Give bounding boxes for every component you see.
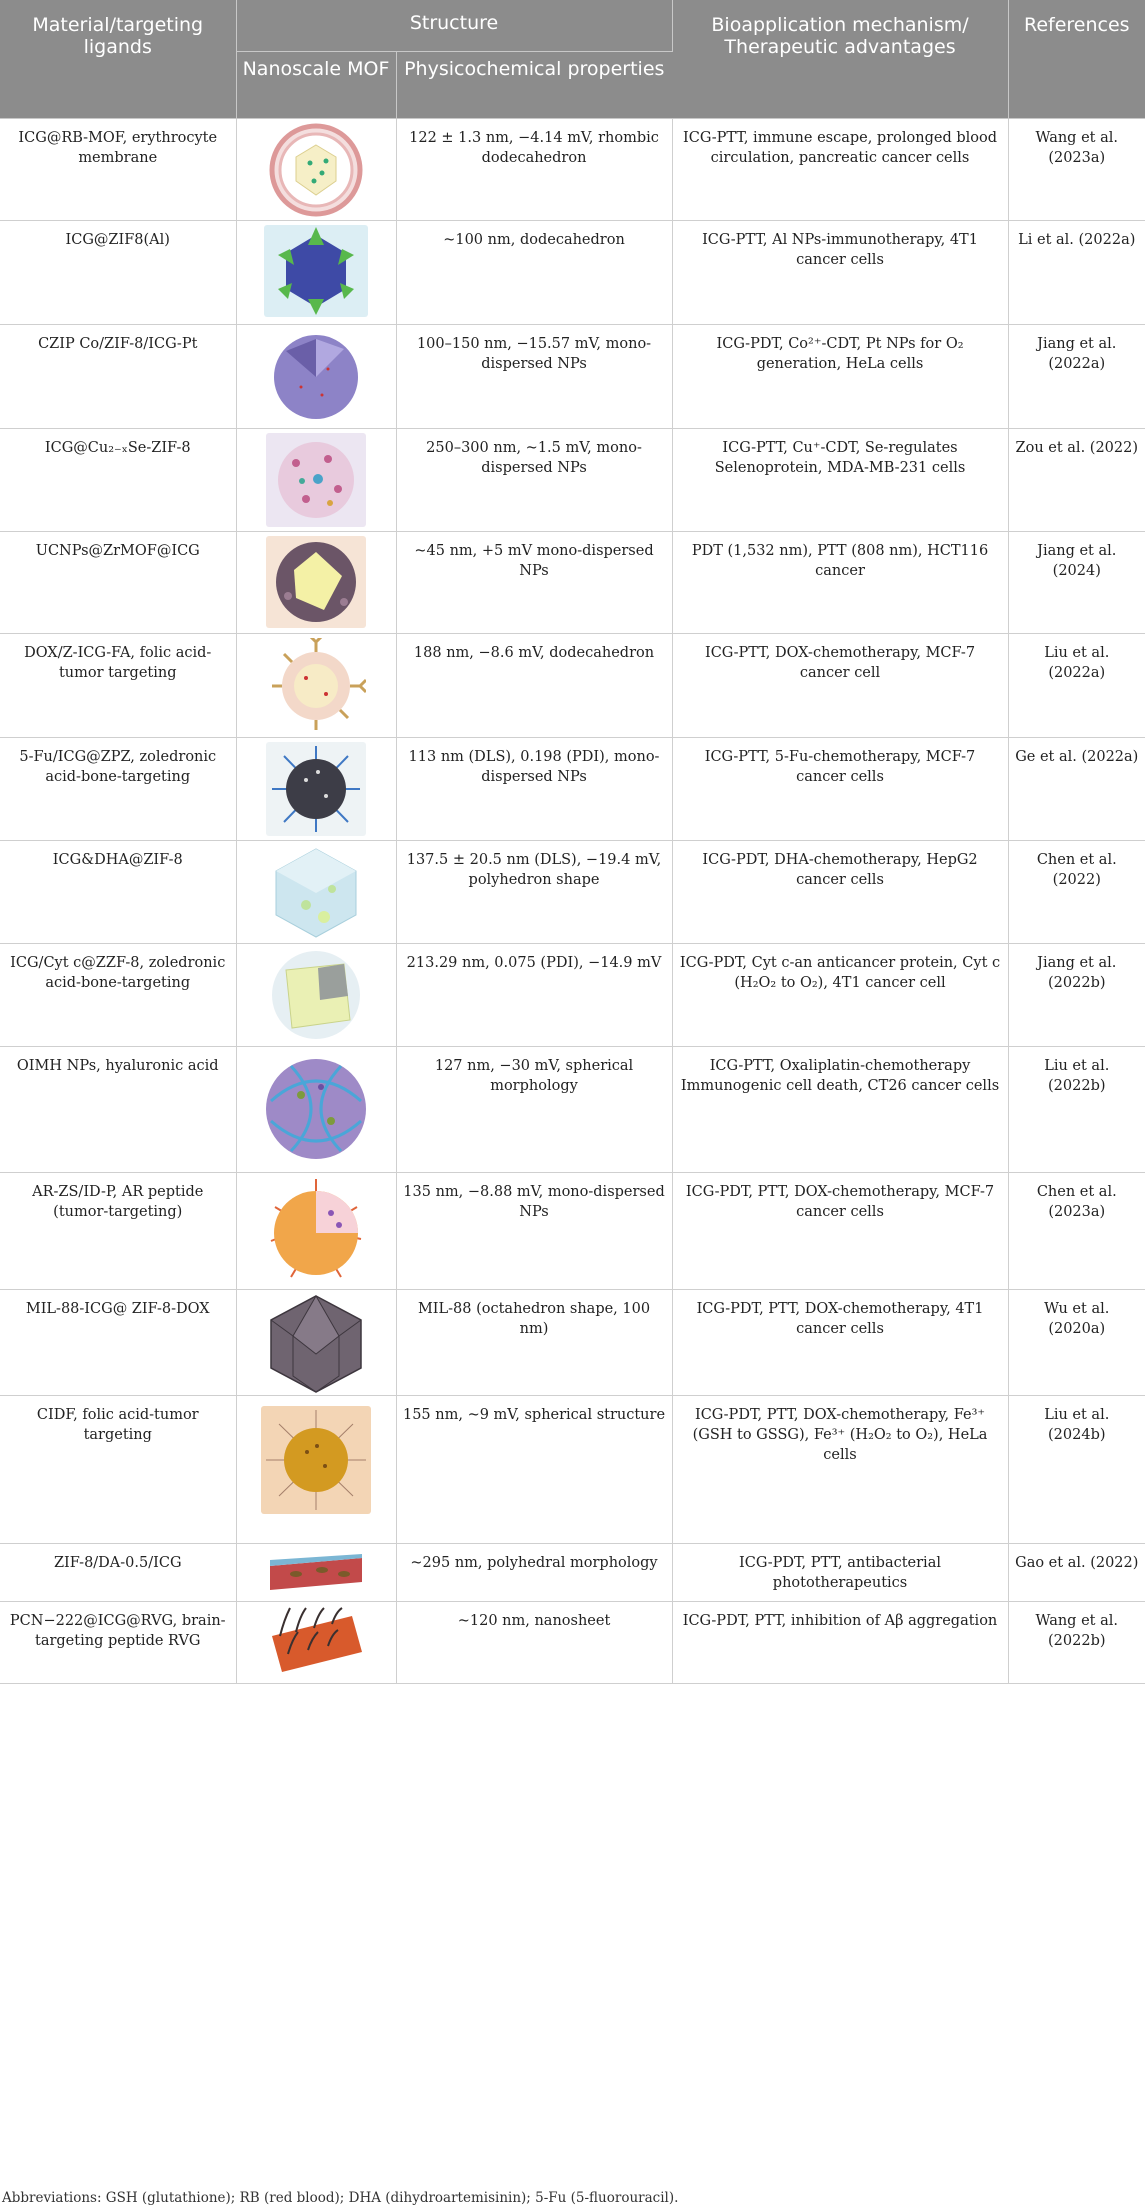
material-cell: ICG@RB-MOF, erythrocyte membrane — [0, 119, 236, 221]
blue-dodecahedron-green-spikes-image — [264, 225, 368, 317]
yellow-core-dark-shell-image — [266, 536, 366, 628]
bioapplication-cell: ICG-PTT, immune escape, prolonged blood circulation, pancreatic cancer cells — [672, 119, 1008, 221]
header-nanoscale-mof: Nanoscale MOF — [236, 52, 396, 119]
bioapplication-cell: ICG-PDT, PTT, DOX-chemotherapy, MCF-7 cancer cells — [672, 1173, 1008, 1290]
properties-cell: 122 ± 1.3 nm, −4.14 mV, rhombic dodecahedron — [396, 119, 672, 221]
material-cell: UCNPs@ZrMOF@ICG — [0, 532, 236, 634]
mof-image-cell — [236, 1396, 396, 1544]
table-row — [0, 532, 1145, 634]
bioapplication-cell: ICG-PTT, DOX-chemotherapy, MCF-7 cancer cell — [672, 634, 1008, 738]
translucent-blue-polyhedron-image — [266, 845, 366, 941]
mof-image-cell — [236, 1173, 396, 1290]
orange-cell-cutaway-image — [261, 1177, 371, 1287]
header-bioapplication: Bioapplication mechanism/ Therapeutic advantages — [672, 0, 1008, 119]
mof-image-cell — [236, 221, 396, 325]
properties-cell: 127 nm, −30 mV, spherical morphology — [396, 1047, 672, 1173]
table-row — [0, 119, 1145, 221]
reference-cell: Wang et al. (2022b) — [1008, 1602, 1145, 1684]
red-slab-particles-image — [266, 1552, 366, 1596]
mof-image-cell — [236, 1290, 396, 1396]
material-cell: 5-Fu/ICG@ZPZ, zoledronic acid-bone-targeting — [0, 738, 236, 841]
table-row — [0, 738, 1145, 841]
reference-cell: Jiang et al. (2022a) — [1008, 325, 1145, 429]
blue-purple-network-ball-image — [261, 1051, 371, 1167]
table-row — [0, 1544, 1145, 1602]
material-cell: ICG/Cyt c@ZZF-8, zoledronic acid-bone-targeting — [0, 944, 236, 1047]
mof-image-cell — [236, 325, 396, 429]
properties-cell: 250–300 nm, ~1.5 mV, mono-dispersed NPs — [396, 429, 672, 532]
mof-image-cell — [236, 944, 396, 1047]
mof-image-cell — [236, 634, 396, 738]
mof-image-cell — [236, 532, 396, 634]
bioapplication-cell: ICG-PDT, Cyt c-an anticancer protein, Cyt c (H₂O₂ to O₂), 4T1 cancer cell — [672, 944, 1008, 1047]
material-cell: CZIP Co/ZIF-8/ICG-Pt — [0, 325, 236, 429]
table-row — [0, 1047, 1145, 1173]
orange-nanosheet-fibers-image — [266, 1606, 366, 1680]
bioapplication-cell: ICG-PDT, PTT, antibacterial phototherapeutics — [672, 1544, 1008, 1602]
purple-sphere-cutaway-image — [266, 329, 366, 425]
properties-cell: ~45 nm, +5 mV mono-dispersed NPs — [396, 532, 672, 634]
properties-cell: 213.29 nm, 0.075 (PDI), −14.9 mV — [396, 944, 672, 1047]
bioapplication-cell: ICG-PDT, PTT, DOX-chemotherapy, Fe³⁺ (GSH to GSSG), Fe³⁺ (H₂O₂ to O₂), HeLa cells — [672, 1396, 1008, 1544]
bioapplication-cell: ICG-PTT, 5-Fu-chemotherapy, MCF-7 cancer cells — [672, 738, 1008, 841]
properties-cell: 155 nm, ~9 mV, spherical structure — [396, 1396, 672, 1544]
reference-cell: Liu et al. (2022a) — [1008, 634, 1145, 738]
mof-image-cell — [236, 738, 396, 841]
material-cell: ICG@Cu₂₋ₓSe-ZIF-8 — [0, 429, 236, 532]
bioapplication-cell: PDT (1,532 nm), PTT (808 nm), HCT116 cancer — [672, 532, 1008, 634]
reference-cell: Liu et al. (2022b) — [1008, 1047, 1145, 1173]
properties-cell: ~295 nm, polyhedral morphology — [396, 1544, 672, 1602]
bioapplication-cell: ICG-PDT, Co²⁺-CDT, Pt NPs for O₂ generation, HeLa cells — [672, 325, 1008, 429]
table-row — [0, 634, 1145, 738]
reference-cell: Ge et al. (2022a) — [1008, 738, 1145, 841]
mof-image-cell — [236, 841, 396, 944]
table-row — [0, 944, 1145, 1047]
mof-image-cell — [236, 1047, 396, 1173]
reference-cell: Li et al. (2022a) — [1008, 221, 1145, 325]
material-cell: DOX/Z-ICG-FA, folic acid-tumor targeting — [0, 634, 236, 738]
pink-molecular-cluster-image — [266, 433, 366, 527]
properties-cell: MIL-88 (octahedron shape, 100 nm) — [396, 1290, 672, 1396]
erythrocyte-membrane-coated-nanoparticle-image — [266, 123, 366, 217]
header-material: Material/targeting ligands — [0, 0, 236, 119]
properties-cell: ~120 nm, nanosheet — [396, 1602, 672, 1684]
properties-cell: 113 nm (DLS), 0.198 (PDI), mono-dispersed NPs — [396, 738, 672, 841]
material-cell: ZIF-8/DA-0.5/ICG — [0, 1544, 236, 1602]
properties-cell: ~100 nm, dodecahedron — [396, 221, 672, 325]
bioapplication-cell: ICG-PTT, Cu⁺-CDT, Se-regulates Selenoprotein, MDA-MB-231 cells — [672, 429, 1008, 532]
header-physicochemical: Physicochemical properties — [396, 52, 672, 119]
mof-image-cell — [236, 1544, 396, 1602]
bioapplication-cell: ICG-PDT, DHA-chemotherapy, HepG2 cancer cells — [672, 841, 1008, 944]
properties-cell: 137.5 ± 20.5 nm (DLS), −19.4 mV, polyhedron shape — [396, 841, 672, 944]
reference-cell: Wu et al. (2020a) — [1008, 1290, 1145, 1396]
abbreviations-footnote: Abbreviations: GSH (glutathione); RB (red blood); DHA (dihydroartemisinin); 5-Fu (5-fluorouracil). — [2, 2190, 679, 2206]
properties-cell: 135 nm, −8.88 mV, mono-dispersed NPs — [396, 1173, 672, 1290]
table-row — [0, 1290, 1145, 1396]
material-cell: AR-ZS/ID-P, AR peptide (tumor-targeting) — [0, 1173, 236, 1290]
reference-cell: Jiang et al. (2022b) — [1008, 944, 1145, 1047]
bioapplication-cell: ICG-PDT, PTT, DOX-chemotherapy, 4T1 cancer cells — [672, 1290, 1008, 1396]
pink-sphere-y-ligands-image — [266, 638, 366, 734]
table-row — [0, 429, 1145, 532]
table-row — [0, 221, 1145, 325]
golden-sphere-ligands-image — [261, 1406, 371, 1514]
yellow-cube-grey-corner-image — [266, 948, 366, 1042]
mof-image-cell — [236, 429, 396, 532]
header-references: References — [1008, 0, 1145, 119]
mof-image-cell — [236, 1602, 396, 1684]
properties-cell: 188 nm, −8.6 mV, dodecahedron — [396, 634, 672, 738]
table-row — [0, 1173, 1145, 1290]
grey-purple-polyhedron-image — [261, 1294, 371, 1394]
material-cell: MIL-88-ICG@ ZIF-8-DOX — [0, 1290, 236, 1396]
properties-cell: 100–150 nm, −15.57 mV, mono-dispersed NPs — [396, 325, 672, 429]
mof-image-cell — [236, 119, 396, 221]
material-cell: PCN−222@ICG@RVG, brain-targeting peptide RVG — [0, 1602, 236, 1684]
table-row — [0, 1602, 1145, 1684]
reference-cell: Jiang et al. (2024) — [1008, 532, 1145, 634]
reference-cell: Chen et al. (2022) — [1008, 841, 1145, 944]
reference-cell: Wang et al. (2023a) — [1008, 119, 1145, 221]
bioapplication-cell: ICG-PTT, Oxaliplatin-chemotherapy Immunogenic cell death, CT26 cancer cells — [672, 1047, 1008, 1173]
dark-sphere-blue-spikes-image — [266, 742, 366, 836]
material-cell: ICG&DHA@ZIF-8 — [0, 841, 236, 944]
reference-cell: Chen et al. (2023a) — [1008, 1173, 1145, 1290]
bioapplication-cell: ICG-PDT, PTT, inhibition of Aβ aggregation — [672, 1602, 1008, 1684]
reference-cell: Zou et al. (2022) — [1008, 429, 1145, 532]
reference-cell: Gao et al. (2022) — [1008, 1544, 1145, 1602]
reference-cell: Liu et al. (2024b) — [1008, 1396, 1145, 1544]
material-cell: OIMH NPs, hyaluronic acid — [0, 1047, 236, 1173]
material-cell: ICG@ZIF8(Al) — [0, 221, 236, 325]
header-structure: Structure — [236, 0, 672, 52]
material-cell: CIDF, folic acid-tumor targeting — [0, 1396, 236, 1544]
table-row — [0, 325, 1145, 429]
table-row — [0, 1396, 1145, 1544]
table-row — [0, 841, 1145, 944]
bioapplication-cell: ICG-PTT, Al NPs-immunotherapy, 4T1 cancer cells — [672, 221, 1008, 325]
